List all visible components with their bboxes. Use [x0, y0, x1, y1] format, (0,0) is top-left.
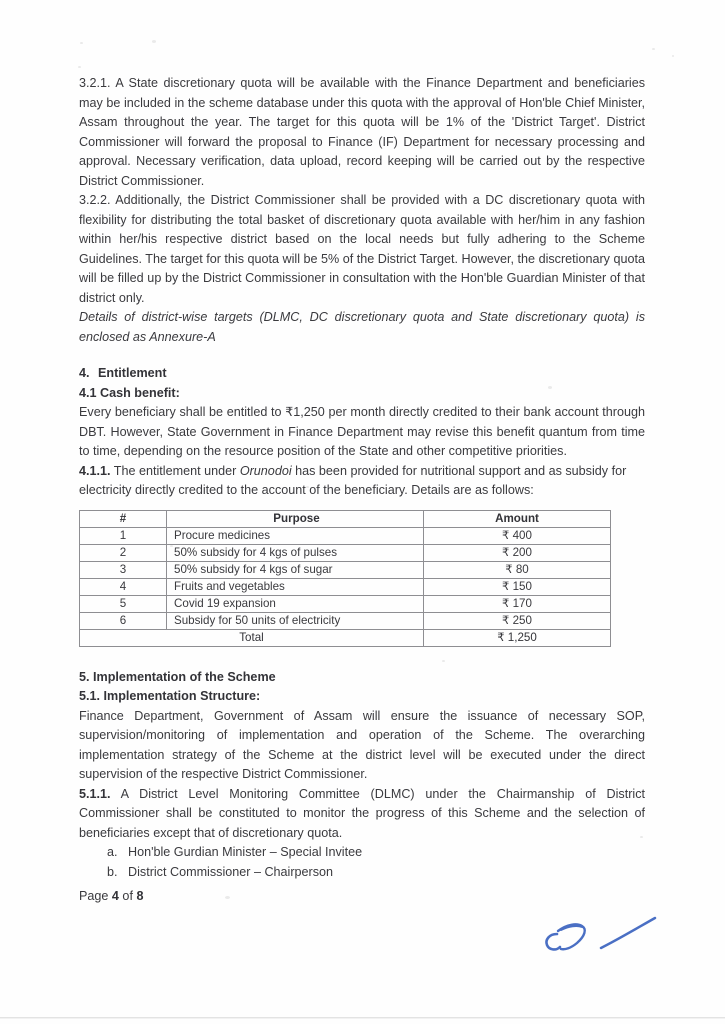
paragraph-5-1-1-number: 5.1.1.: [79, 786, 111, 801]
list-item-marker: a.: [107, 845, 118, 859]
table-row: [80, 544, 611, 561]
paragraph-5-1-1-text: A District Level Monitoring Committee (DLMC) under the Chairmanship of District Commissioner shall be constituted to monitor the progress of this Scheme and the selection of beneficiaries except that of discretionary quota.: [79, 786, 645, 840]
spacer: [79, 647, 645, 668]
heading-section-5: 5. Implementation of the Scheme: [79, 669, 276, 684]
scan-speck: [225, 896, 230, 899]
cell-amount: ₹ 400: [424, 527, 611, 544]
cell-index: 1: [80, 527, 167, 544]
paragraph-5-1-1: [79, 785, 645, 844]
list-item-label: District Commissioner – Chairperson: [128, 864, 334, 879]
footer-page-middle: of: [118, 889, 137, 903]
page-footer: [79, 887, 143, 907]
cell-purpose: Procure medicines: [167, 527, 424, 544]
column-header-purpose: Purpose: [167, 510, 424, 527]
scan-speck: [80, 42, 83, 44]
cell-amount: ₹ 150: [424, 578, 611, 595]
heading-section-4-number: 4.: [79, 366, 90, 380]
cell-purpose: 50% subsidy for 4 kgs of sugar: [167, 561, 424, 578]
paragraph-3-2-1: 3.2.1. A State discretionary quota will be available with the Finance Department and beneficiaries may be included in the scheme database under this quota with the approval of Hon'ble Chief Minister, Assam throughout the year. The target for this quota will be 1% of the 'District Target'. District Commissioner will forward the proposal to Finance (IF) Department for necessary processing and approval. Necessary verification, data upload, record keeping will be carried out by the respective District Commissioner.: [79, 76, 645, 188]
cell-amount: ₹ 80: [424, 561, 611, 578]
scan-speck: [152, 40, 156, 43]
cell-total-label: Total: [80, 629, 424, 646]
cell-index: 2: [80, 544, 167, 561]
column-header-amount: Amount: [424, 510, 611, 527]
footer-page-number: 4: [111, 889, 119, 903]
list-item: [79, 843, 645, 863]
footer-page-prefix: Page: [79, 889, 112, 903]
cell-amount: ₹ 170: [424, 595, 611, 612]
cell-index: 4: [80, 578, 167, 595]
column-header-index: #: [80, 510, 167, 527]
cell-purpose: 50% subsidy for 4 kgs of pulses: [167, 544, 424, 561]
page-bottom-edge: [0, 1017, 725, 1018]
list-item: [79, 863, 645, 883]
list-item-label: Hon'ble Gurdian Minister – Special Invitee: [128, 845, 363, 859]
paragraph-implementation-structure: Finance Department, Government of Assam will ensure the issuance of necessary SOP, supervision/monitoring of implementation and operation of the Scheme. The overarching implementation strategy of the Scheme at the district level will be executed under the direct supervision of the respective District Commissioner.: [79, 708, 645, 781]
table-header-row: [80, 510, 611, 527]
heading-section-4-1: 4.1 Cash benefit:: [79, 385, 180, 400]
table-row: [80, 527, 611, 544]
cell-index: 3: [80, 561, 167, 578]
document-body: [79, 74, 645, 882]
handwritten-signature-icon: [527, 893, 697, 973]
footer-page-total: 8: [136, 889, 144, 903]
cell-amount: ₹ 250: [424, 612, 611, 629]
cell-amount: ₹ 200: [424, 544, 611, 561]
table-row: [80, 561, 611, 578]
spacer: [79, 347, 645, 364]
heading-section-4-title: Entitlement: [98, 366, 167, 380]
table-row: [80, 612, 611, 629]
paragraph-4-1-1-text-part1: The entitlement under: [110, 463, 240, 478]
cell-index: 5: [80, 595, 167, 612]
paragraph-4-1-1-number: 4.1.1.: [79, 463, 111, 478]
paragraph-4-1-1: [79, 462, 645, 501]
page-bottom-edge-highlight: [0, 1018, 725, 1019]
paragraph-3-2-2: 3.2.2. Additionally, the District Commissioner shall be provided with a DC discretionary quota with flexibility for distributing the total basket of discretionary quota available with her/him in any fashion within her/his respective district based on the local needs but fully adhering to the Scheme Guidelines. The target for this quota will be 5% of the District Target. However, the discretionary quota will be filled up by the District Commissioner in consultation with the Hon'ble Guardian Minister of that district only.: [79, 193, 645, 305]
committee-member-list: [79, 843, 645, 882]
spacer: [79, 501, 645, 510]
scan-speck: [672, 55, 674, 57]
scan-speck: [652, 48, 655, 50]
cell-total-amount: ₹ 1,250: [424, 629, 611, 646]
scan-speck: [78, 66, 81, 68]
scheme-name-orunodoi: Orunodoi: [239, 463, 292, 478]
cell-purpose: Covid 19 expansion: [167, 595, 424, 612]
table-row: [80, 578, 611, 595]
entitlement-breakup-table: [79, 510, 611, 647]
paragraph-cash-benefit: Every beneficiary shall be entitled to ₹1,250 per month directly credited to their bank account through DBT. However, State Government in Finance Department may revise this benefit quantum from time to time, depending on the resource position of the State and other competitive priorities.: [79, 405, 645, 458]
cell-index: 6: [80, 612, 167, 629]
annexure-note: Details of district-wise targets (DLMC, DC discretionary quota and State discretionary quota) is enclosed as Annexure-A: [79, 310, 645, 344]
heading-section-4: [79, 364, 645, 384]
table-row: [80, 595, 611, 612]
table-total-row: [80, 629, 611, 646]
cell-purpose: Subsidy for 50 units of electricity: [167, 612, 424, 629]
heading-section-5-1: 5.1. Implementation Structure:: [79, 689, 261, 703]
list-item-marker: b.: [107, 864, 118, 879]
cell-purpose: Fruits and vegetables: [167, 578, 424, 595]
paragraph-4-1-1-text-part2: has been provided for nutritional support and as subsidy for electricity directly credited to the account of the beneficiary. Details are as follows:: [79, 463, 627, 497]
